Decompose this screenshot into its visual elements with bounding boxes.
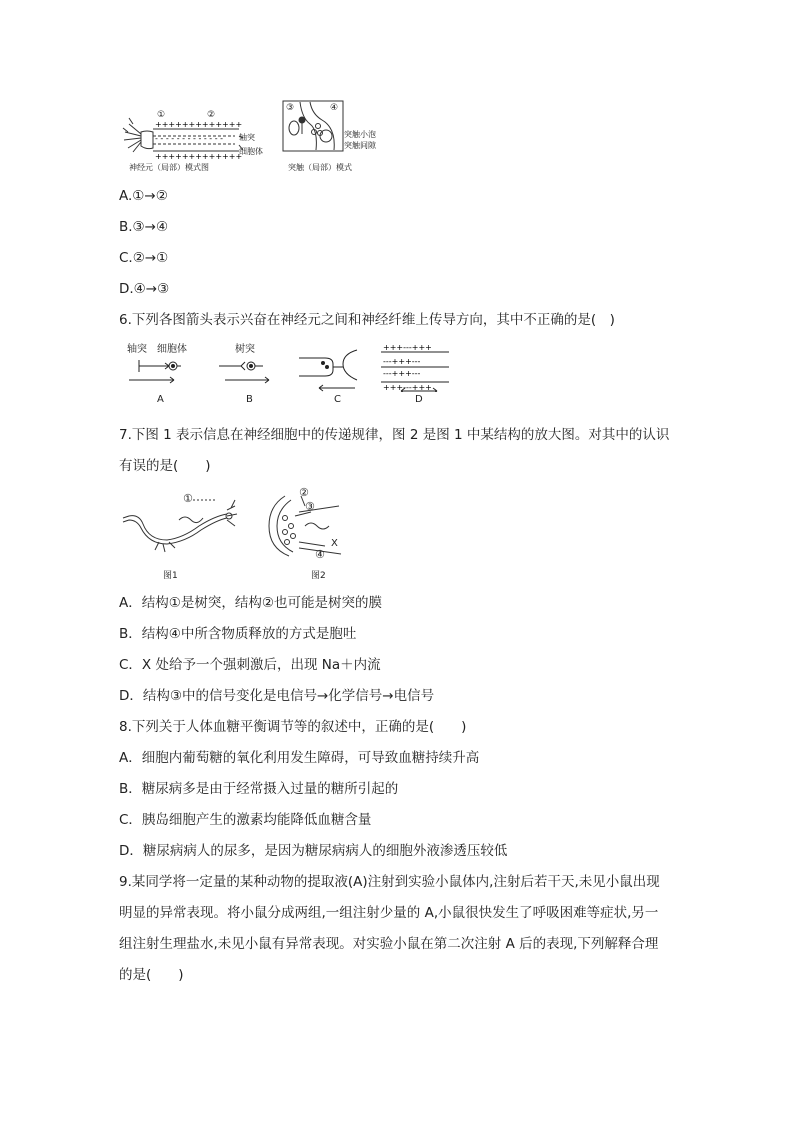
q5-option-c: C.②→① xyxy=(119,250,169,266)
q8-option-c: C．胰岛细胞产生的激素均能降低血糖含量 xyxy=(119,812,372,828)
q5-option-a: A.①→② xyxy=(119,188,168,204)
q9-stem-line-1: 9.某同学将一定量的某种动物的提取液(A)注射到实验小鼠体内,注射后若干天,未见小鼠出现 xyxy=(119,874,660,890)
neuron-marker-1: ① xyxy=(157,110,166,120)
plus-row-top: +++++++++++++ xyxy=(155,120,243,129)
q6-label-axon: 轴突 xyxy=(127,344,147,355)
label-synaptic-vesicle: 突触小泡 xyxy=(344,130,376,139)
q7-option-b: B．结构④中所含物质释放的方式是胞吐 xyxy=(119,626,357,642)
q7-caption-fig2: 图2 xyxy=(311,571,326,581)
q6-cap-a: A xyxy=(157,394,164,405)
neuron-caption: 神经元（局部）模式图 xyxy=(129,163,209,172)
label-axon: 轴突 xyxy=(239,133,255,142)
q9-stem-line-3: 组注射生理盐水,未见小鼠有异常表现。对实验小鼠在第二次注射 A 后的表现,下列解释合理 xyxy=(119,936,659,952)
q8-option-b: B．糖尿病多是由于经常摄入过量的糖所引起的 xyxy=(119,781,399,797)
neuron-marker-2: ② xyxy=(207,110,216,120)
label-cell-body: 细胞体 xyxy=(239,147,263,156)
q7-label-x: X xyxy=(331,538,338,549)
synapse-marker-4: ④ xyxy=(330,103,339,113)
q8-option-d: D．糖尿病病人的尿多，是因为糖尿病病人的细胞外液渗透压较低 xyxy=(119,843,508,859)
synapse-diagram xyxy=(282,100,382,176)
q6-cap-b: B xyxy=(246,394,253,405)
q5-option-b: B.③→④ xyxy=(119,219,169,235)
q7-marker-3: ③ xyxy=(305,500,315,513)
synapse-marker-3: ③ xyxy=(286,103,295,113)
q9-stem-line-2: 明显的异常表现。将小鼠分成两组,一组注射少量的 A,小鼠很快发生了呼吸困难等症状,另一 xyxy=(119,905,659,921)
q7-option-a: A．结构①是树突，结构②也可能是树突的膜 xyxy=(119,595,382,611)
q7-option-c: C．X 处给予一个强刺激后，出现 Na＋内流 xyxy=(119,657,381,673)
plus-row-bottom: +++++++++++++ xyxy=(155,152,243,161)
synapse-caption: 突触（局部）模式 xyxy=(288,163,352,172)
label-synaptic-cleft: 突触间隙 xyxy=(344,141,376,150)
neuron-diagram xyxy=(119,112,269,174)
q7-caption-fig1: 图1 xyxy=(163,571,178,581)
q6-figure xyxy=(119,340,459,410)
q6-stem: 6.下列各图箭头表示兴奋在神经元之间和神经纤维上传导方向，其中不正确的是( ) xyxy=(119,312,615,328)
q7-marker-2: ② xyxy=(299,486,309,499)
q9-stem-line-4: 的是( ) xyxy=(119,967,184,983)
q6-d-row-top: +++---+++ xyxy=(383,343,432,352)
q7-marker-4: ④ xyxy=(315,548,325,561)
q7-stem-line-2: 有误的是( ) xyxy=(119,458,211,474)
q7-stem-line-1: 7.下图 1 表示信息在神经细胞中的传递规律，图 2 是图 1 中某结构的放大图。对其中的认识 xyxy=(119,427,670,443)
q6-cap-c: C xyxy=(334,394,341,405)
q5-option-d: D.④→③ xyxy=(119,281,170,297)
q6-d-row-bottom: +++---+++ xyxy=(383,383,432,392)
q8-option-a: A．细胞内葡萄糖的氧化利用发生障碍，可导致血糖持续升高 xyxy=(119,750,480,766)
q7-option-d: D．结构③中的信号变化是电信号→化学信号→电信号 xyxy=(119,688,435,704)
q6-label-cell-body: 细胞体 xyxy=(157,344,187,355)
q7-figure xyxy=(119,486,359,580)
q6-d-row-mid2: ---+++--- xyxy=(383,369,421,378)
q6-cap-d: D xyxy=(415,394,423,405)
q7-marker-1: ① xyxy=(183,492,193,505)
q6-label-dendrite: 树突 xyxy=(235,344,255,355)
q8-stem: 8.下列关于人体血糖平衡调节等的叙述中，正确的是( ) xyxy=(119,719,467,735)
minus-row: - - - - - - - - - - - - - xyxy=(155,134,224,143)
q6-d-row-mid: ---+++--- xyxy=(383,357,421,366)
